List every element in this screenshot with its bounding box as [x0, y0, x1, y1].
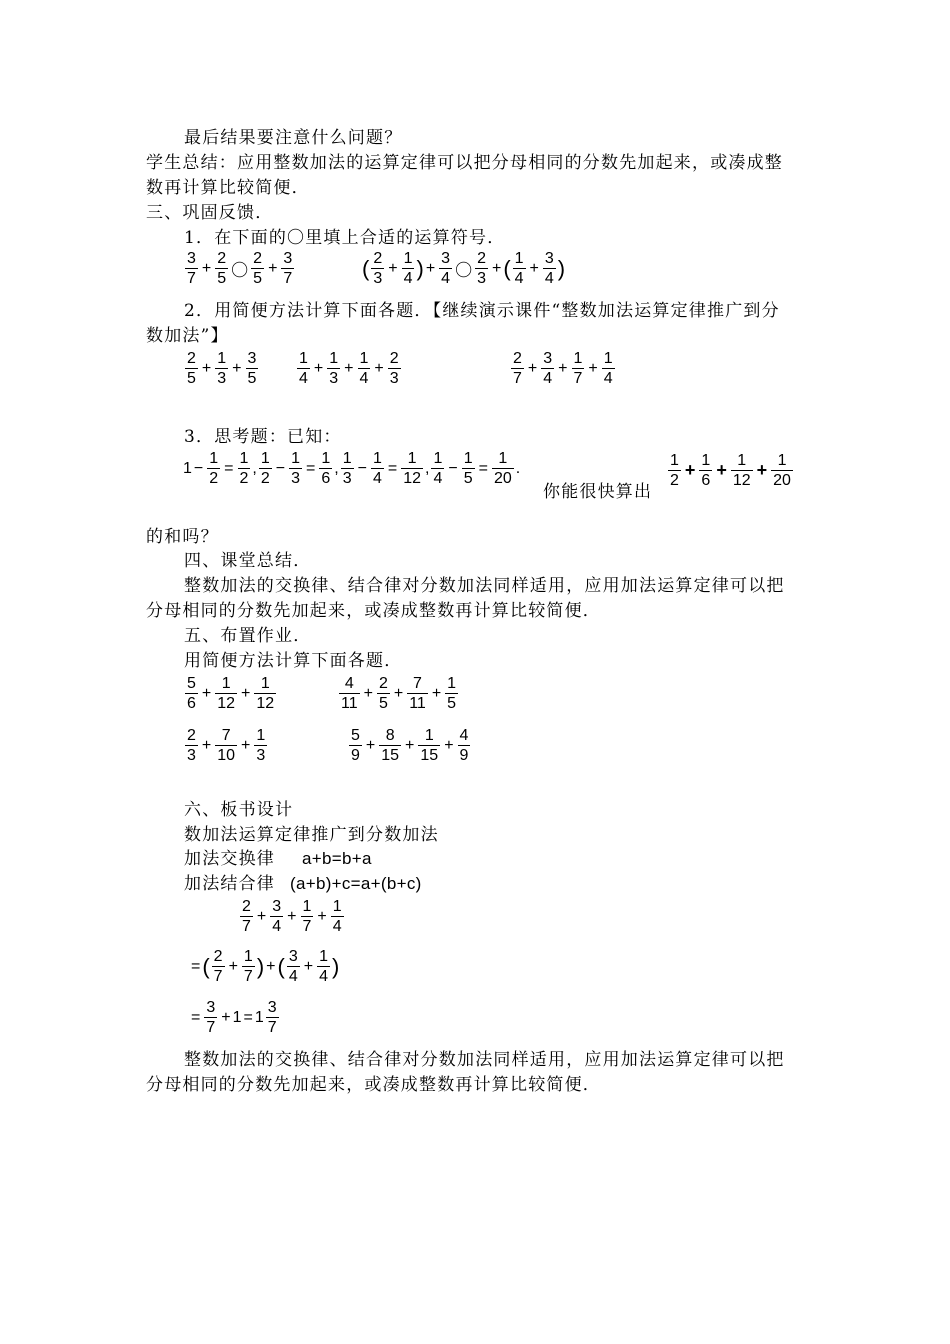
fraction-denominator: 2: [209, 470, 219, 487]
math-symbol: +: [201, 359, 212, 377]
math-symbol: +: [588, 359, 598, 377]
math-symbol: 1: [183, 459, 192, 477]
fraction: [511, 350, 524, 387]
fraction: [246, 350, 259, 387]
fraction-denominator: 4: [403, 270, 413, 287]
fraction: [462, 450, 475, 487]
fraction-numerator: 1: [243, 948, 253, 965]
math-expression: [238, 898, 346, 935]
fraction-numerator: 2: [187, 350, 196, 367]
text-line: 整数加法的交换律、结合律对分数加法同样适用，应用加法运算定律可以把: [184, 576, 785, 596]
fraction-numerator: 4: [459, 727, 469, 744]
fraction: [259, 450, 272, 487]
parenthesis: (: [503, 255, 511, 281]
blank-circle: 〇: [455, 261, 473, 280]
fraction-numerator: 1: [777, 452, 787, 469]
section-heading: 四、课堂总结．: [184, 551, 312, 571]
math-expression: [183, 350, 260, 387]
fraction-numerator: 4: [344, 675, 354, 692]
math-symbol: +: [256, 907, 267, 925]
math-symbol: 1: [254, 1008, 264, 1026]
fraction-denominator: 3: [389, 370, 399, 387]
fraction-denominator: 4: [433, 470, 443, 487]
math-symbol: +: [365, 736, 376, 754]
fraction-numerator: 7: [221, 727, 231, 744]
fraction-denominator: 20: [773, 472, 791, 489]
math-symbol: 1: [232, 1008, 242, 1026]
fraction-denominator: 5: [187, 370, 196, 387]
fraction-denominator: 4: [603, 370, 613, 387]
parenthesis: (: [202, 953, 210, 979]
fraction-numerator: 1: [433, 450, 443, 467]
fraction-denominator: 5: [217, 270, 227, 287]
math-symbol: −: [275, 459, 286, 477]
fraction: [401, 450, 423, 487]
math-symbol: ,: [252, 459, 257, 477]
fraction-denominator: 7: [206, 1019, 216, 1036]
math-symbol: ,: [334, 459, 339, 477]
math-symbol: =: [191, 957, 201, 975]
fraction-denominator: 15: [381, 747, 400, 764]
fraction-numerator: 1: [321, 450, 331, 467]
text-line: 1．在下面的〇里填上合适的运算符号．: [184, 228, 506, 248]
fraction-numerator: 3: [543, 350, 553, 367]
fraction-denominator: 15: [420, 747, 439, 764]
fraction-numerator: 1: [573, 350, 583, 367]
text-line: 2．用简便方法计算下面各题．【继续演示课件“整数加法运算定律推广到分: [184, 301, 780, 321]
math-symbol: +: [388, 259, 398, 277]
fraction-numerator: 3: [544, 250, 554, 267]
parenthesis: (: [277, 953, 285, 979]
fraction: [185, 250, 198, 287]
fraction-denominator: 3: [477, 270, 486, 287]
math-expression: [183, 727, 269, 764]
fraction-numerator: 3: [288, 948, 298, 965]
math-symbol: +: [756, 460, 768, 480]
fraction-denominator: 20: [493, 470, 512, 487]
fraction-numerator: 3: [272, 898, 282, 915]
math-expression: [666, 452, 795, 489]
math-symbol: +: [317, 907, 327, 925]
math-symbol: .: [515, 459, 521, 477]
fraction-denominator: 4: [288, 968, 298, 985]
text-line: 分母相同的分数先加起来，或凑成整数再计算比较简便．: [146, 1075, 601, 1095]
fraction: [541, 350, 554, 387]
text-line: 用简便方法计算下面各题．: [184, 651, 403, 671]
fraction-denominator: 2: [239, 470, 249, 487]
math-symbol: +: [344, 359, 354, 377]
fraction: [731, 452, 753, 489]
math-symbol: +: [221, 1008, 231, 1026]
fraction-denominator: 12: [256, 695, 275, 712]
fraction: [439, 250, 452, 287]
fraction-numerator: 3: [441, 250, 451, 267]
math-symbol: +: [558, 359, 568, 377]
math-symbol: +: [287, 907, 297, 925]
fraction: [215, 250, 228, 287]
fraction-denominator: 5: [247, 370, 257, 387]
fraction-denominator: 4: [441, 270, 451, 287]
fraction: [327, 350, 340, 387]
fraction-denominator: 3: [291, 470, 301, 487]
fraction: [341, 450, 354, 487]
math-symbol: +: [363, 684, 373, 702]
fraction: [492, 450, 514, 487]
fraction: [513, 250, 526, 287]
fraction: [287, 948, 300, 985]
parenthesis: ): [256, 953, 265, 979]
fraction-denominator: 7: [302, 918, 312, 935]
fraction: [215, 675, 237, 712]
fraction-denominator: 12: [217, 695, 236, 712]
fraction-numerator: 2: [217, 250, 227, 267]
text-line: 你能很快算出: [543, 482, 653, 502]
section-heading: 五、布置作业．: [184, 626, 312, 646]
fraction-numerator: 1: [260, 450, 270, 467]
fraction-denominator: 7: [243, 968, 253, 985]
fraction-denominator: 4: [359, 370, 369, 387]
fraction-numerator: 1: [407, 450, 417, 467]
fraction-denominator: 6: [187, 695, 196, 712]
fraction: [301, 898, 314, 935]
fraction: [204, 999, 217, 1036]
fraction-denominator: 7: [283, 270, 293, 287]
math-symbol: =: [306, 459, 316, 477]
fraction-numerator: 2: [242, 898, 251, 915]
math-symbol: +: [201, 684, 212, 702]
math-symbol: +: [444, 736, 454, 754]
math-symbol: =: [478, 459, 488, 477]
fraction: [431, 450, 444, 487]
fraction-numerator: 3: [247, 350, 257, 367]
fraction-denominator: 6: [701, 472, 711, 489]
formula-text: a+b=b+a: [302, 849, 372, 868]
formula-text: (a+b)+c=a+(b+c): [290, 874, 422, 893]
fraction: [240, 898, 253, 935]
fraction: [270, 898, 283, 935]
fraction-numerator: 1: [209, 450, 219, 467]
fraction: [297, 350, 310, 387]
fraction-denominator: 11: [341, 695, 358, 712]
parenthesis: (: [362, 255, 370, 281]
math-symbol: −: [357, 459, 367, 477]
fraction-denominator: 5: [463, 470, 473, 487]
fraction: [185, 675, 198, 712]
blank-circle: 〇: [231, 261, 249, 280]
fraction-numerator: 2: [477, 250, 486, 267]
text-line: 最后结果要注意什么问题？: [184, 128, 403, 148]
fraction-denominator: 5: [253, 270, 263, 287]
fraction: [407, 675, 428, 712]
fraction-numerator: 1: [239, 450, 249, 467]
fraction: [379, 727, 401, 764]
math-symbol: +: [201, 259, 212, 277]
math-expression: [183, 450, 520, 487]
math-expression: [509, 350, 617, 387]
fraction: [602, 350, 615, 387]
fraction: [281, 250, 294, 287]
fraction-denominator: 12: [732, 472, 751, 489]
fraction: [215, 727, 237, 764]
fraction-numerator: 3: [187, 250, 196, 267]
fraction: [317, 948, 330, 985]
fraction: [254, 727, 267, 764]
fraction-numerator: 1: [256, 727, 266, 744]
fraction: [771, 452, 793, 489]
fraction: [699, 452, 712, 489]
fraction: [572, 350, 585, 387]
fraction: [238, 450, 251, 487]
fraction-numerator: 1: [302, 898, 312, 915]
math-expression: [183, 675, 278, 712]
section-heading: 三、巩固反馈．: [146, 203, 274, 223]
text-line: 数加法运算定律推广到分数加法: [184, 825, 439, 845]
fraction-numerator: 3: [206, 999, 216, 1016]
math-symbol: +: [374, 359, 384, 377]
fraction: [388, 350, 401, 387]
fraction-numerator: 2: [187, 727, 196, 744]
parenthesis: ): [557, 255, 566, 281]
fraction-numerator: 1: [701, 452, 711, 469]
fraction-numerator: 2: [253, 250, 263, 267]
fraction-numerator: 2: [513, 350, 522, 367]
math-symbol: +: [405, 736, 415, 754]
math-expression: [183, 250, 296, 287]
fraction: [543, 250, 556, 287]
fraction-numerator: 2: [213, 948, 223, 965]
fraction-denominator: 3: [187, 747, 196, 764]
fraction: [266, 999, 279, 1036]
fraction-numerator: 5: [187, 675, 196, 692]
fraction: [377, 675, 390, 712]
math-symbol: +: [232, 359, 242, 377]
fraction-denominator: 12: [403, 470, 422, 487]
fraction-numerator: 1: [359, 350, 369, 367]
fraction-denominator: 5: [447, 695, 457, 712]
fraction-numerator: 1: [447, 675, 457, 692]
math-symbol: =: [243, 1008, 253, 1026]
fraction-denominator: 4: [543, 370, 553, 387]
math-symbol: +: [393, 684, 404, 702]
fraction-denominator: 4: [272, 918, 282, 935]
fraction-numerator: 3: [267, 999, 277, 1016]
fraction: [371, 450, 384, 487]
fraction-denominator: 2: [670, 472, 679, 489]
fraction-denominator: 7: [573, 370, 583, 387]
math-symbol: +: [529, 259, 539, 277]
fraction-denominator: 7: [187, 270, 196, 287]
fraction-denominator: 7: [213, 968, 223, 985]
fraction: [185, 727, 198, 764]
fraction-denominator: 3: [329, 370, 339, 387]
fraction: [207, 450, 220, 487]
fraction-numerator: 1: [329, 350, 339, 367]
text-line: 整数加法的交换律、结合律对分数加法同样适用，应用加法运算定律可以把: [184, 1050, 785, 1070]
fraction-numerator: 1: [737, 452, 747, 469]
text-line: 学生总结：应用整数加法的运算定律可以把分母相同的分数先加起来，或凑成整: [146, 153, 783, 173]
fraction-denominator: 4: [332, 918, 342, 935]
fraction-numerator: 2: [389, 350, 399, 367]
fraction-numerator: 1: [498, 450, 508, 467]
text-line: 3．思考题：已知：: [184, 427, 342, 447]
math-expression: [295, 350, 403, 387]
fraction-numerator: 1: [260, 675, 270, 692]
fraction: [289, 450, 302, 487]
fraction-denominator: 2: [260, 470, 270, 487]
math-expression: [347, 727, 472, 764]
fraction-numerator: 1: [342, 450, 352, 467]
fraction-numerator: 8: [385, 727, 395, 744]
math-symbol: +: [313, 359, 324, 377]
fraction: [358, 350, 371, 387]
fraction: [402, 250, 415, 287]
fraction: [242, 948, 255, 985]
fraction: [251, 250, 264, 287]
fraction: [215, 350, 228, 387]
fraction-numerator: 2: [378, 675, 388, 692]
math-expression: [337, 675, 460, 712]
math-symbol: +: [241, 684, 251, 702]
math-symbol: −: [448, 459, 458, 477]
fraction-numerator: 1: [403, 250, 413, 267]
fraction-denominator: 10: [217, 747, 236, 764]
math-symbol: +: [228, 957, 238, 975]
text-line: 数加法”】: [146, 326, 229, 346]
fraction-denominator: 4: [514, 270, 524, 287]
fraction: [371, 250, 384, 287]
fraction-numerator: 1: [332, 898, 342, 915]
fraction: [254, 675, 276, 712]
fraction-numerator: 1: [514, 250, 524, 267]
fraction: [185, 350, 198, 387]
fraction-denominator: 4: [319, 968, 328, 985]
math-symbol: +: [268, 259, 278, 277]
math-symbol: +: [303, 957, 314, 975]
fraction: [319, 450, 332, 487]
section-heading: 六、板书设计: [184, 800, 294, 820]
fraction-numerator: 7: [413, 675, 422, 692]
math-symbol: +: [491, 259, 502, 277]
fraction-numerator: 5: [351, 727, 360, 744]
fraction-denominator: 6: [321, 470, 331, 487]
fraction-numerator: 1: [221, 675, 231, 692]
fraction-denominator: 7: [267, 1019, 277, 1036]
parenthesis: ): [331, 953, 340, 979]
fraction-denominator: 11: [409, 695, 426, 712]
math-symbol: +: [425, 259, 436, 277]
fraction-numerator: 1: [291, 450, 301, 467]
math-symbol: ,: [425, 459, 430, 477]
text-line: 数再计算比较简便．: [146, 178, 310, 198]
math-expression: [362, 250, 565, 287]
math-expression: [189, 948, 339, 985]
text-line: 加法结合律: [184, 874, 275, 894]
text-line: 加法交换律: [184, 849, 275, 869]
fraction-denominator: 9: [351, 747, 360, 764]
fraction-numerator: 3: [283, 250, 293, 267]
math-symbol: +: [201, 736, 212, 754]
fraction: [339, 675, 360, 712]
math-expression: [189, 999, 281, 1036]
math-symbol: −: [193, 459, 204, 477]
fraction-denominator: 9: [459, 747, 469, 764]
text-line: 的和吗？: [146, 527, 219, 547]
fraction-denominator: 4: [544, 270, 554, 287]
fraction: [668, 452, 681, 489]
fraction-numerator: 1: [299, 350, 308, 367]
fraction: [458, 727, 471, 764]
math-symbol: =: [224, 459, 234, 477]
math-symbol: =: [387, 459, 398, 477]
fraction: [475, 250, 488, 287]
math-symbol: =: [191, 1008, 201, 1026]
math-symbol: +: [527, 359, 538, 377]
fraction-denominator: 3: [373, 270, 383, 287]
math-symbol: +: [266, 957, 276, 975]
fraction-numerator: 1: [603, 350, 613, 367]
fraction-numerator: 1: [670, 452, 679, 469]
fraction-denominator: 3: [256, 747, 266, 764]
fraction-numerator: 2: [373, 250, 383, 267]
fraction-denominator: 4: [372, 470, 382, 487]
text-line: 分母相同的分数先加起来，或凑成整数再计算比较简便．: [146, 601, 601, 621]
fraction-denominator: 7: [513, 370, 522, 387]
math-symbol: +: [716, 460, 727, 480]
math-symbol: +: [241, 736, 251, 754]
fraction-denominator: 3: [217, 370, 227, 387]
fraction: [418, 727, 440, 764]
fraction-numerator: 1: [319, 948, 328, 965]
fraction-numerator: 1: [463, 450, 473, 467]
fraction: [331, 898, 344, 935]
fraction-numerator: 1: [372, 450, 382, 467]
parenthesis: ): [416, 255, 424, 281]
fraction-denominator: 3: [342, 470, 352, 487]
fraction-denominator: 7: [242, 918, 251, 935]
fraction: [445, 675, 458, 712]
fraction-numerator: 1: [424, 727, 434, 744]
fraction-denominator: 4: [299, 370, 308, 387]
fraction: [349, 727, 362, 764]
math-symbol: +: [431, 684, 442, 702]
fraction-numerator: 1: [217, 350, 227, 367]
fraction-denominator: 5: [378, 695, 388, 712]
math-symbol: +: [684, 460, 696, 480]
fraction: [212, 948, 225, 985]
